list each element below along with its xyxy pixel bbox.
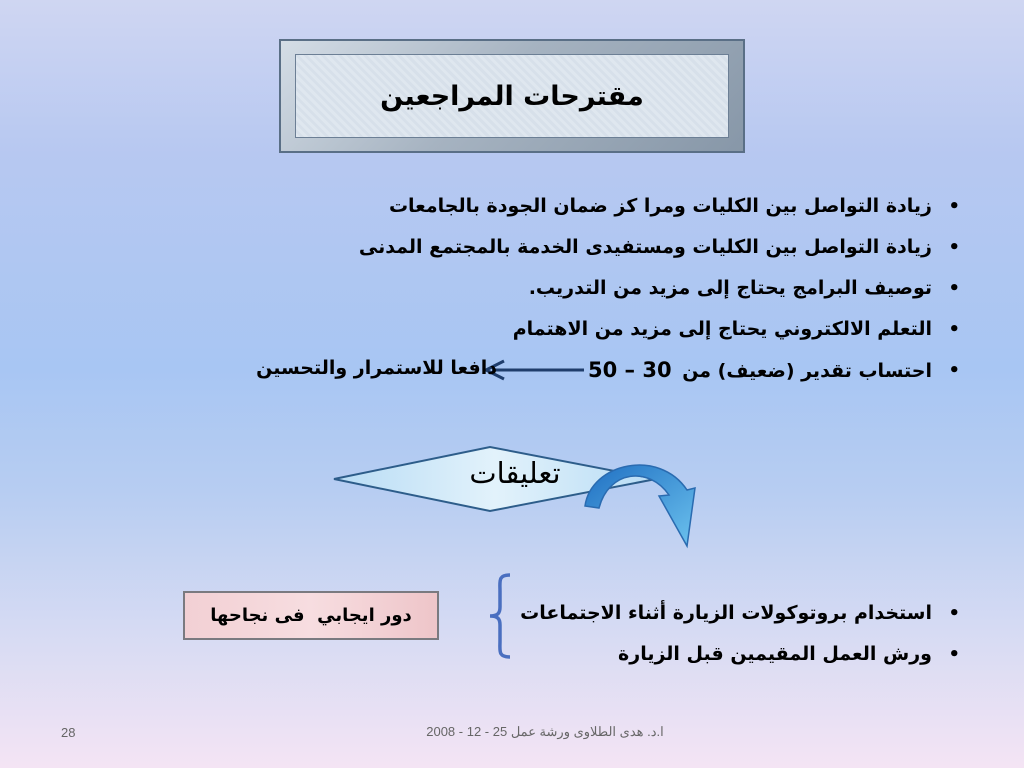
role-text: دور ايجابي فى نجاحها <box>210 605 412 626</box>
list-item: • زيادة التواصل بين الكليات ومرا كز ضمان الجودة بالجامعات <box>220 186 960 227</box>
list-item: • توصيف البرامج يحتاج إلى مزيد من التدريب. <box>220 268 960 309</box>
slide-title: مقترحات المراجعين <box>380 80 644 112</box>
footer-credit: ا.د. هدى الطلاوى ورشة عمل 25 - 12 - 2008 <box>426 724 664 739</box>
list-item: • استخدام بروتوكولات الزيارة أثناء الاجتماعات <box>500 593 960 634</box>
curved-arrow-icon <box>575 448 720 553</box>
comments-label: تعليقات <box>469 456 561 490</box>
brace-icon <box>484 571 514 661</box>
title-frame <box>279 39 745 153</box>
comments-list <box>500 593 960 675</box>
page-number: 28 <box>61 725 76 740</box>
rating-range: 30 – 50 <box>587 358 672 382</box>
motivation-text: دافعا للاستمرار والتحسين <box>256 357 497 379</box>
list-item: • التعلم الالكتروني يحتاج إلى مزيد من الاهتمام <box>220 309 960 350</box>
list-item: • زيادة التواصل بين الكليات ومستفيدى الخدمة بالمجتمع المدنى <box>220 227 960 268</box>
title-panel <box>295 54 729 138</box>
list-item: • ورش العمل المقيمين قبل الزيارة <box>500 634 960 675</box>
rating-text: احتساب تقدير (ضعيف) من <box>682 360 932 382</box>
role-box <box>183 591 439 640</box>
